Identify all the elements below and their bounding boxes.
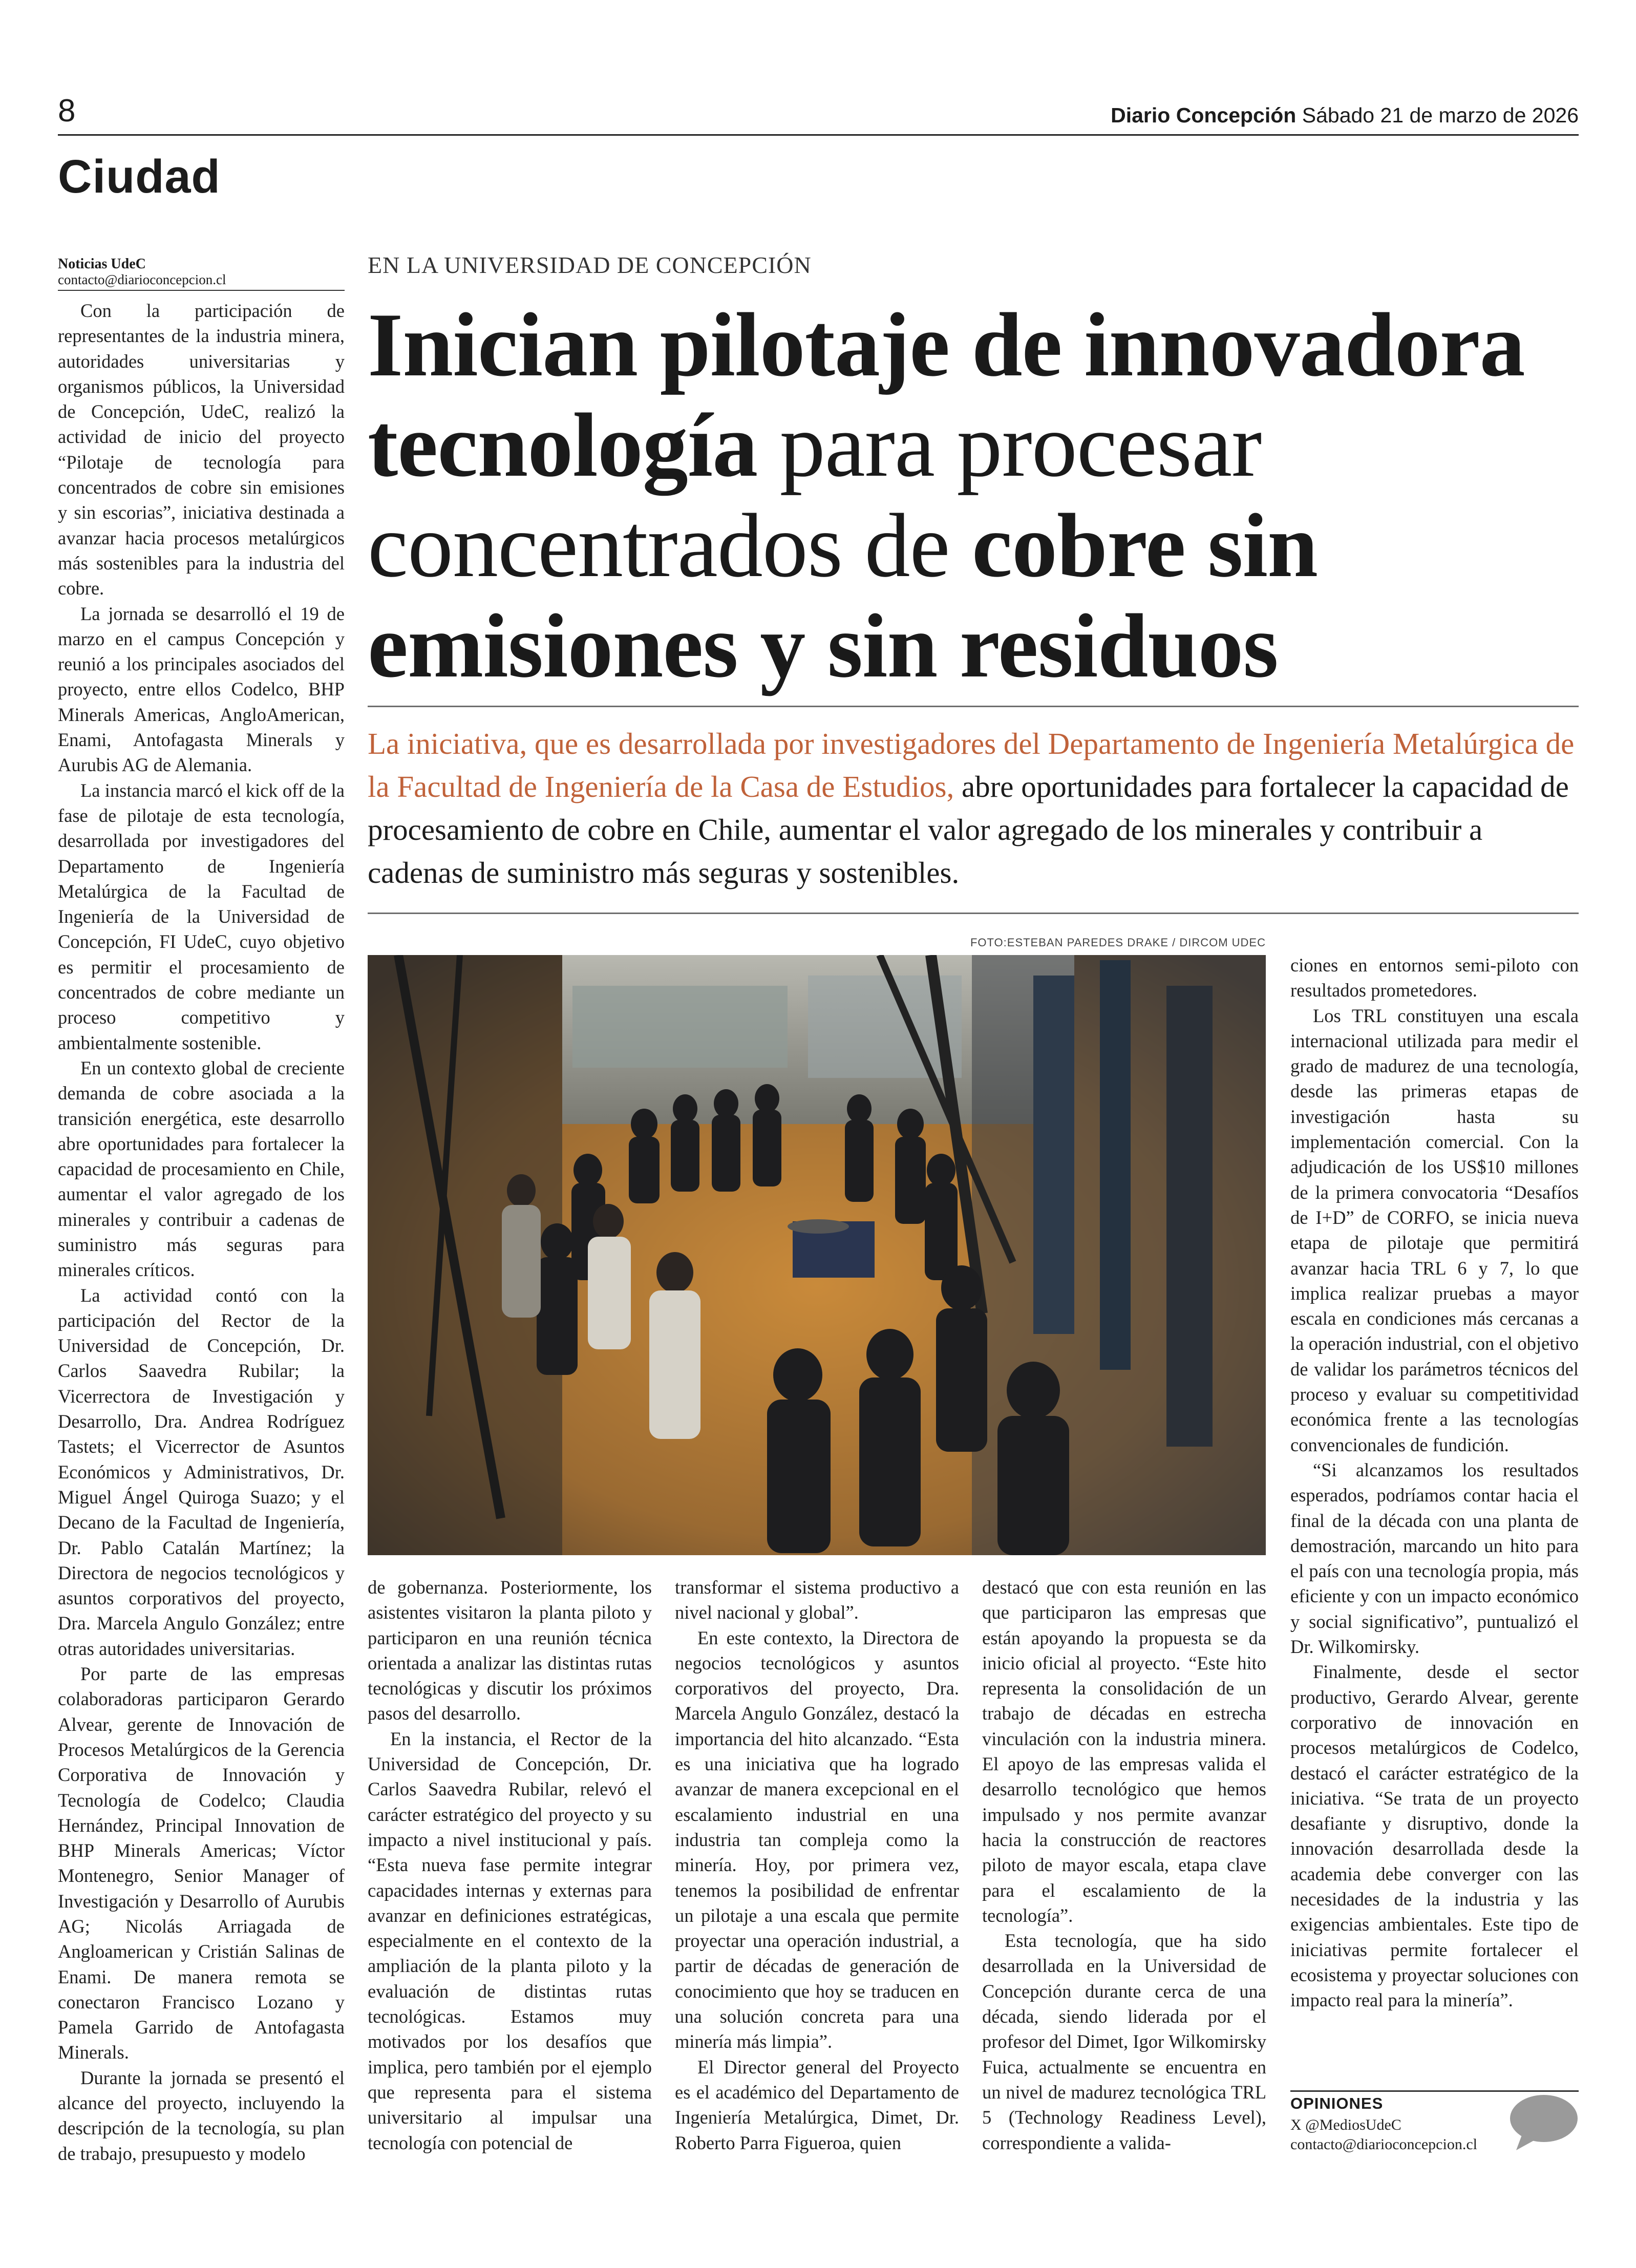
paragraph: de gobernanza. Posteriormente, los asistentes visitaron la planta piloto y participaron en una reunión técnica orientada a analizar las distintas rutas tecnológicas y discutir los próximos pasos del desarrollo. [368, 1577, 652, 1724]
masthead [1111, 102, 1579, 128]
paragraph: Por parte de las empresas colaboradoras participaron Gerardo Alvear, gerente de Innovación de Procesos Metalúrgicos de la Gerencia Corporativa de Innovación y Tecnología de Codelco; Claudia Hernández, Principal Innovation de BHP Minerals Americas; Víctor Montenegro, Senior Manager of Investigación y Desarrollo of Aurubis AG; Nicolás Arriagada de Angloamerican y Cristián Salinas de Enami. De manera remota se conectaron Francisco Lozano y Pamela Garrido de Antofagasta Minerals. [58, 1663, 345, 2063]
paragraph: En este contexto, la Directora de negocios tecnológicos y asuntos corporativos del proyecto, Dra. Marcela Angulo González, destacó la importancia del hito alcanzado. “Esta es una iniciativa que ha logrado avanzar de manera excepcional en el escalamiento industrial en una industria tan compleja como la minería. Hoy, por primera vez, tenemos la posibilidad de enfrentar un pilotaje a una escala que permite proyectar una operación industrial, a partir de décadas de generación de conocimiento que hoy se traducen en una solución concreta para una minería más limpia”. [675, 1627, 959, 2052]
paragraph: Los TRL constituyen una escala internacional utilizada para medir el grado de madurez de una tecnología, desde las primeras etapas de investigación hasta su implementación comercial. Con la adjudicación de los US$10 millones de la primera convocatoria “Desafíos de I+D” de CORFO, se inicia nueva etapa de pilotaje que permitirá avanzar hacia TRL 6 y 7, lo que implica realizar pruebas a mayor escala en condiciones más cercanas a la operación industrial, con el objetivo de validar los parámetros técnicos del proceso y evaluar su competitividad económica frente a las tecnologías convencionales de fundición. [1290, 1005, 1579, 1455]
section-title: Ciudad [58, 151, 221, 203]
byline-email: contacto@diarioconcepcion.cl [58, 272, 226, 287]
body-column-1 [58, 298, 345, 2166]
paragraph: destacó que con esta reunión en las que participaron las empresas que están apoyando la propuesta se da inicio oficial al proyecto. “Este hito representa la consolidación de un trabajo de décadas en estrecha vinculación con la industria minera. El apoyo de las empresas valida el desarrollo tecnológico que hemos impulsado y nos permite avanzar hacia la construcción de reactores piloto de mayor escala, etapa clave para el escalamiento de la tecnología”. [982, 1577, 1266, 1926]
opinions-title: OPINIONES [1290, 2094, 1384, 2112]
photo-illustration [368, 955, 1266, 1555]
paragraph: Con la participación de representantes de la industria minera, autoridades universitarias y organismos públicos, la Universidad de Concepción, UdeC, realizó la actividad de inicio del proyecto “Pilotaje de tecnología para concentrados de cobre sin emisiones y sin escorias”, iniciativa destinada a avanzar hacia procesos metalúrgicos más sostenibles para la industria del cobre. [58, 300, 345, 599]
paragraph: Esta tecnología, que ha sido desarrollada en la Universidad de Concepción durante cerca de una década, siendo liderada por el profesor del Dimet, Igor Wilkomirsky Fuica, actualmente se encuentra en un nivel de madurez tecnológica TRL 5 (Technology Readiness Level), correspondiente a valida- [982, 1930, 1266, 2153]
paragraph: El Director general del Proyecto es el académico del Departamento de Ingeniería Metalúrgica, Dimet, Dr. Roberto Parra Figueroa, quien [675, 2056, 959, 2153]
kicker: EN LA UNIVERSIDAD DE CONCEPCIÓN [368, 252, 812, 278]
subhead-bottom-rule [368, 913, 1579, 914]
subhead-top-rule [368, 706, 1579, 707]
paragraph: Finalmente, desde el sector productivo, Gerardo Alvear, gerente corporativo de innovación en procesos metalúrgicos de Codelco, destacó el carácter estratégico de la iniciativa. “Se trata de un proyecto desafiante y disruptivo, donde la innovación desarrollada desde la academia debe converger con las necesidades de la industria y las exigencias ambientales. Este tipo de iniciativas permite fortalecer el ecosistema y proyectar soluciones con impacto real para la minería”. [1290, 1661, 1579, 2011]
subhead-rest: abre oportunidades para fortalecer la capacidad de procesamiento de cobre en Chile, aumentar el valor agregado de los minerales y contribuir a cadenas de suministro más seguras y sostenibles. [368, 770, 1569, 889]
opinions-handle: X @MediosUdeC [1290, 2116, 1401, 2133]
photo-credit: FOTO:ESTEBAN PAREDES DRAKE / DIRCOM UDEC [970, 936, 1266, 949]
paragraph: En un contexto global de creciente demanda de cobre asociada a la transición energética, este desarrollo abre oportunidades para fortalecer la capacidad de procesamiento en Chile, aumentar el valor agregado de los minerales y contribuir a cadenas de suministro más seguras para minerales críticos. [58, 1057, 345, 1281]
issue-date: Sábado 21 de marzo de 2026 [1302, 103, 1579, 127]
newspaper-name: Diario Concepción [1111, 103, 1297, 127]
body-column-4 [982, 1575, 1266, 2155]
paragraph: La instancia marcó el kick off de la fase de pilotaje de esta tecnología, desarrollada por investigadores del Departamento de Ingeniería Metalúrgica de la Facultad de Ingeniería de la Universidad de Concepción, FI UdeC, cuyo objetivo es permitir el procesamiento de concentrados de cobre mediante un proceso competitivo y ambientalmente sostenible. [58, 779, 345, 1053]
paragraph: Durante la jornada se presentó el alcance del proyecto, incluyendo la descripción de la tecnología, su plan de trabajo, presupuesto y modelo [58, 2067, 345, 2164]
byline-name: Noticias UdeC [58, 256, 146, 272]
body-column-2 [368, 1575, 652, 2155]
paragraph: ciones en entornos semi-piloto con resultados prometedores. [1290, 955, 1579, 1001]
paragraph: transformar el sistema productivo a nivel nacional y global”. [675, 1577, 959, 1623]
headline-part-1: Inician pilotaje de innovadora tecnología [368, 294, 1525, 496]
headline [368, 294, 1581, 696]
paragraph: La jornada se desarrolló el 19 de marzo en el campus Concepción y reunió a los principales asociados del proyecto, entre ellos Codelco, BHP Minerals Americas, AngloAmerican, Enami, Antofagasta Minerals y Aurubis AG de Alemania. [58, 603, 345, 776]
body-column-3 [675, 1575, 959, 2155]
speech-bubble-icon [1507, 2092, 1579, 2153]
opinions-email: contacto@diarioconcepcion.cl [1290, 2136, 1477, 2153]
page-number: 8 [58, 93, 76, 129]
body-column-5 [1290, 952, 1579, 2012]
headline-part-2: para procesar concentrados de [368, 394, 1262, 596]
byline [58, 256, 345, 291]
subhead-accent: La iniciativa, que es desarrollada por investigadores del Departamento de Ingeniería Metalúrgica de la Facultad de Ingeniería de la Casa de Estudios, [368, 727, 1575, 803]
paragraph: En la instancia, el Rector de la Universidad de Concepción, Dr. Carlos Saavedra Rubilar, relevó el carácter estratégico del proyecto y su impacto a nivel institucional y país. “Esta nueva fase permite integrar capacidades internas y externas para avanzar en definiciones estratégicas, especialmente en el contexto de la ampliación de la planta piloto y la evaluación de distintas rutas tecnológicas. Estamos muy motivados por los desafíos que implica, pero también por el ejemplo que representa para el sistema universitario al impulsar una tecnología con potencial de [368, 1728, 652, 2153]
article-photo [368, 955, 1266, 1555]
paragraph: “Si alcanzamos los resultados esperados, podríamos contar hacia el final de la década con una planta de demostración, marcando un hito para el país con una tecnología propia, más eficiente y con un impacto económico y social significativo”, puntualizó el Dr. Wilkomirsky. [1290, 1459, 1579, 1658]
subhead [368, 722, 1579, 894]
header-rule [58, 134, 1579, 136]
paragraph: La actividad contó con la participación del Rector de la Universidad de Concepción, Dr. Carlos Saavedra Rubilar; la Vicerrectora de Investigación y Desarrollo, Dra. Andrea Rodríguez Tastets; el Vicerrector de Asuntos Económicos y Administrativos, Dr. Miguel Ángel Quiroga Suazo; y el Decano de la Facultad de Ingeniería, Dr. Pablo Catalán Martínez; la Directora de negocios tecnológicos y asuntos corporativos del proyecto, Dra. Marcela Angulo González; entre otras autoridades universitarias. [58, 1284, 345, 1659]
headline-part-3: cobre sin emisiones y sin residuos [368, 495, 1318, 696]
